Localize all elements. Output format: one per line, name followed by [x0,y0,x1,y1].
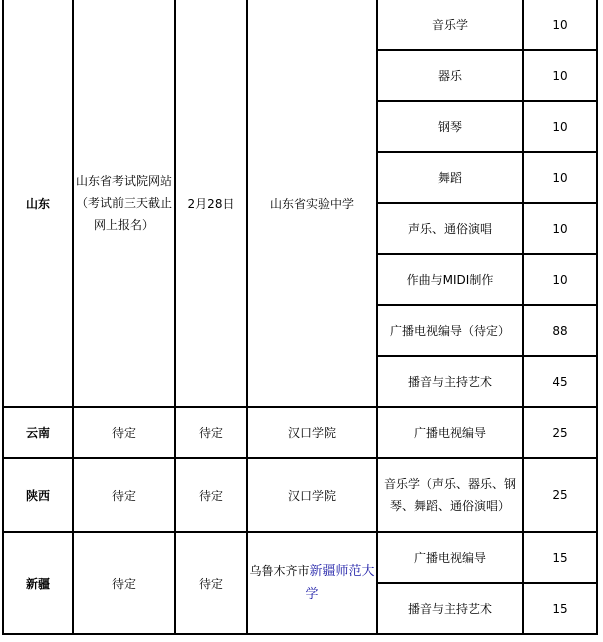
count-cell: 45 [523,356,597,407]
registration-cell: 山东省考试院网站（考试前三天截止网上报名） [73,0,175,407]
table-row [3,458,597,532]
venue-cell: 山东省实验中学 [247,0,377,407]
count-cell: 15 [523,583,597,634]
date-cell: 2月28日 [175,0,247,407]
major-cell: 播音与主持艺术 [377,356,523,407]
major-cell: 广播电视编导 [377,532,523,583]
registration-cell: 待定 [73,407,175,458]
registration-cell: 待定 [73,532,175,634]
count-cell: 88 [523,305,597,356]
venue-cell: 汉口学院 [247,458,377,532]
exam-schedule-table [2,0,598,635]
table-row [3,0,597,50]
major-cell: 器乐 [377,50,523,101]
province-cell: 云南 [3,407,73,458]
major-cell: 舞蹈 [377,152,523,203]
major-cell: 广播电视编导（待定） [377,305,523,356]
major-cell: 作曲与MIDI制作 [377,254,523,305]
count-cell: 25 [523,458,597,532]
venue-cell [247,532,377,634]
major-cell: 钢琴 [377,101,523,152]
registration-cell: 待定 [73,458,175,532]
province-cell: 山东 [3,0,73,407]
table-row [3,532,597,583]
date-cell: 待定 [175,458,247,532]
date-cell: 待定 [175,407,247,458]
major-cell: 播音与主持艺术 [377,583,523,634]
count-cell: 25 [523,407,597,458]
count-cell: 10 [523,203,597,254]
count-cell: 10 [523,152,597,203]
venue-link[interactable]: 新疆师范大学 [305,564,375,602]
count-cell: 10 [523,0,597,50]
count-cell: 15 [523,532,597,583]
venue-city: 乌鲁木齐市 [249,564,310,578]
count-cell: 10 [523,50,597,101]
count-cell: 10 [523,254,597,305]
major-cell: 音乐学 [377,0,523,50]
major-cell: 音乐学（声乐、器乐、钢琴、舞蹈、通俗演唱） [377,458,523,532]
province-cell: 陕西 [3,458,73,532]
table-row [3,407,597,458]
date-cell: 待定 [175,532,247,634]
major-cell: 声乐、通俗演唱 [377,203,523,254]
count-cell: 10 [523,101,597,152]
major-cell: 广播电视编导 [377,407,523,458]
venue-cell: 汉口学院 [247,407,377,458]
province-cell: 新疆 [3,532,73,634]
